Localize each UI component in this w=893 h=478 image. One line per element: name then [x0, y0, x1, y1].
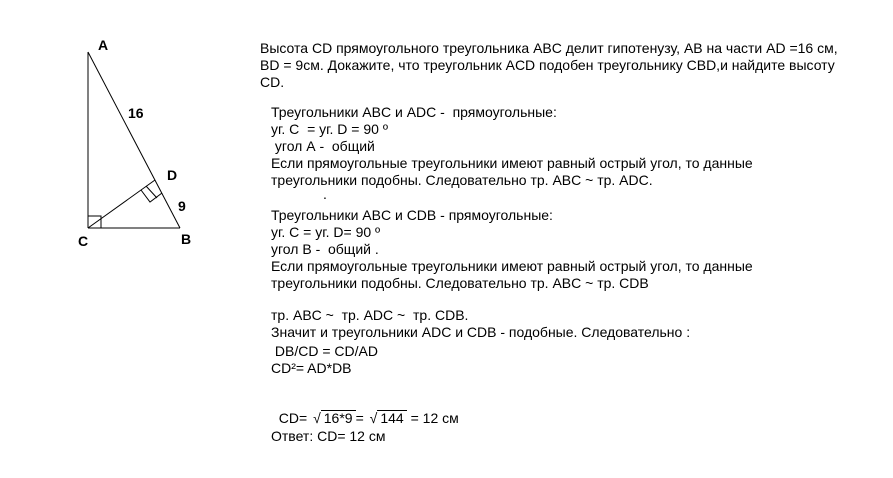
calc-equals: =: [355, 410, 368, 426]
solution-part3-line-2: Значит и треугольники ADC и CDB - подобные. Следовательно :: [271, 324, 691, 340]
solution-part1-line-2: уг. С = уг. D = 90 º: [271, 121, 388, 137]
solution-part2-line-4: Если прямоугольные треугольники имеют равный острый угол, то данные: [271, 258, 753, 274]
label-c: C: [78, 233, 89, 249]
problem-line-2: BD = 9см. Докажите, что треугольник ACD подобен треугольнику CBD,и найдите высоту: [260, 57, 835, 73]
solution-part3-line-1: тр. ABC ~ тр. ADC ~ тр. CDB.: [271, 307, 469, 323]
solution-part1-line-4: Если прямоугольные треугольники имеют равный острый угол, то данные: [271, 155, 753, 171]
solution-part1-line-5: треугольники подобны. Следовательно тр. ABC ~ тр. ADC.: [271, 172, 653, 188]
solution-part1-line-3: угол А - общий: [271, 138, 375, 154]
label-a: A: [98, 37, 109, 53]
solution-part2-line-1: Треугольники ABC и CDB - прямоугольные:: [271, 207, 553, 223]
radical-sign: √: [313, 410, 321, 426]
calc-result: = 12 см: [406, 410, 459, 426]
radicand-2: 144: [377, 410, 406, 426]
hypotenuse-ab: [88, 52, 180, 228]
radical-sign: √: [369, 410, 378, 426]
solution-part2-line-2: уг. C = уг. D= 90 º: [271, 224, 381, 240]
calculation-line: [271, 393, 459, 427]
label-length-db: 9: [178, 198, 186, 214]
right-angle-tick-d: [146, 186, 157, 198]
problem-line-3: CD.: [260, 74, 285, 90]
solution-part2-line-5: треугольники подобны. Следовательно тр. ABC ~ тр. CDB: [271, 275, 649, 291]
answer-line: Ответ: CD= 12 см: [271, 428, 386, 444]
solution-part2-line-3: угол B - общий .: [271, 241, 379, 257]
solution-part1-line-1: Треугольники ABC и ADC - прямоугольные:: [271, 104, 557, 120]
altitude-cd: [88, 180, 155, 228]
triangle-figure: [0, 0, 240, 260]
stray-dot: .: [323, 186, 327, 202]
problem-line-1: Высота CD прямоугольного треугольника ABC делит гипотенузу, AB на части AD =16 см,: [260, 40, 838, 56]
label-b: B: [181, 231, 192, 247]
label-d: D: [167, 167, 178, 183]
calc-prefix: CD=: [278, 410, 312, 426]
radicand-1: 16*9: [321, 410, 356, 426]
solution-part3-line-3: DB/CD = CD/AD: [271, 343, 378, 359]
label-length-ad: 16: [128, 105, 144, 121]
solution-part3-line-4: CD²= AD*DB: [271, 360, 352, 376]
